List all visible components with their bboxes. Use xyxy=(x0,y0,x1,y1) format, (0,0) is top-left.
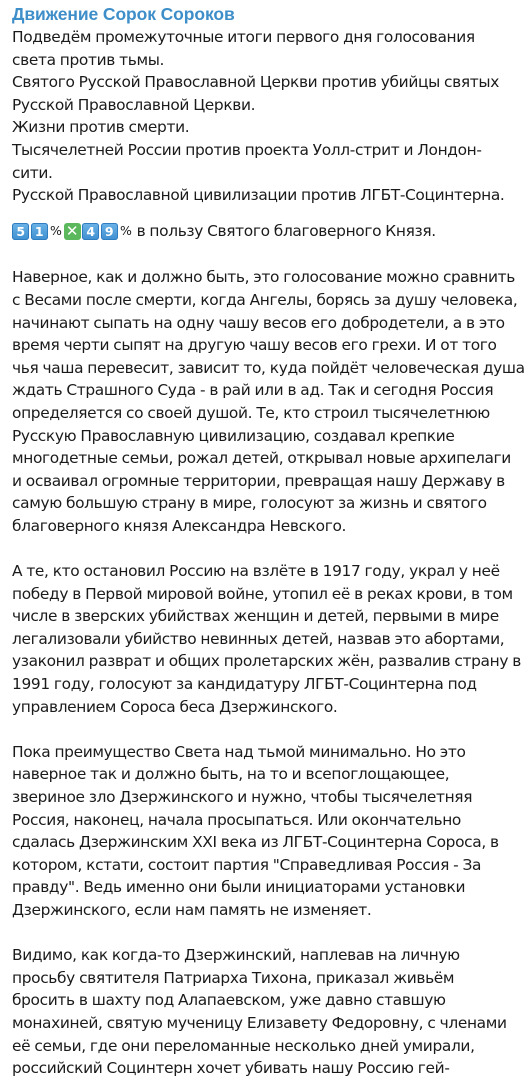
text-line: бросить в шахту под Алапаевском, уже давно ставшую xyxy=(12,991,446,1010)
text-line: Россия, наконец, начала просыпаться. Или окончательно xyxy=(12,810,461,829)
text-line: Пока преимущество Света над тьмой минимально. Но это xyxy=(12,742,466,761)
text-line: просьбу святителя Патриарха Тихона, приказал живьём xyxy=(12,968,455,987)
digit-nine-icon: 9 xyxy=(101,223,118,240)
text-line: победу в Первой мировой войне, утопил её в реках крови, в том xyxy=(12,584,513,603)
text-line: числе в зверских убийствах женщин и детей, первыми в мире xyxy=(12,607,499,626)
text-line: управлением Сороса беса Дзержинского. xyxy=(12,697,338,716)
text-line: Подведём промежуточные итоги первого дня голосования xyxy=(12,28,475,46)
text-line: узаконил разврат и общих пролетарских жён, развалив страну в xyxy=(12,652,521,671)
text-line: и осваивал огромные территории, превращая нашу Державу в xyxy=(12,471,505,490)
paragraph-alapaevsk xyxy=(12,944,521,1080)
text-line: света против тьмы. xyxy=(12,50,165,69)
text-line: Жизни против смерти. xyxy=(12,118,190,137)
paragraph-spacer xyxy=(12,922,521,945)
text-line: Русскую Православную цивилизацию, создавал крепкие xyxy=(12,426,455,445)
channel-name-link[interactable]: Движение Сорок Сороков xyxy=(12,4,235,24)
vote-result-text: в пользу Святого благоверного Князя. xyxy=(136,222,436,241)
text-line: Святого Русской Православной Церкви против убийцы святых xyxy=(12,73,499,92)
text-line: легализовали убийство невинных детей, назвав это абортами, xyxy=(12,629,505,648)
text-line: ждать Страшного Суда - в рай или в ад. Так и сегодня Россия xyxy=(12,381,494,400)
paragraph-scales xyxy=(12,266,525,537)
text-line: самую большую страну в мире, голосуют за жизнь и святого xyxy=(12,494,487,513)
percent-sign: % xyxy=(120,223,132,239)
paragraph-spacer xyxy=(12,537,521,560)
text-line: монахиней, святую мученицу Елизавету Федоровну, с членами xyxy=(12,1013,507,1032)
intro-paragraph xyxy=(12,26,521,207)
text-line: Русской Православной Церкви. xyxy=(12,95,256,114)
digit-one-icon: 1 xyxy=(31,223,48,240)
text-line: Русской Православной цивилизации против ЛГБТ-Социнтерна. xyxy=(12,186,505,205)
paragraph-1917 xyxy=(12,560,521,718)
text-line: Наверное, как и должно быть, это голосование можно сравнить xyxy=(12,268,515,287)
text-line: правду". Ведь именно они были инициаторами установки xyxy=(12,878,466,897)
digit-four-icon: 4 xyxy=(82,223,99,240)
cross-mark-icon: ✕ xyxy=(64,223,81,240)
percent-sign: % xyxy=(50,223,62,239)
text-line: многодетные семьи, рожал детей, открывал новые архипелаги xyxy=(12,449,511,468)
text-line: сдалась Дзержинским XXI века из ЛГБТ-Социнтерна Сороса, в xyxy=(12,833,499,852)
digit-five-icon: 5 xyxy=(12,223,29,240)
text-line: 1991 году, голосуют за кандидатуру ЛГБТ-Социнтерна под xyxy=(12,675,477,694)
post-body xyxy=(12,26,525,1080)
text-line: сити. xyxy=(12,163,53,182)
paragraph-spacer xyxy=(12,244,521,267)
vote-result-row xyxy=(12,220,521,244)
text-line: время черти сыпят на другую чашу весов его грехи. И от того xyxy=(12,336,497,355)
text-line: с Весами после смерти, когда Ангелы, борясь за душу человека, xyxy=(12,290,518,309)
paragraph-spacer xyxy=(12,718,521,741)
text-line: её семьи, где они переломанные несколько дней умирали, xyxy=(12,1036,475,1055)
text-line: чья чаша перевесит, зависит то, куда пойдёт человеческая душа xyxy=(12,358,525,377)
text-line: Дзержинского, если нам память не изменяет. xyxy=(12,900,372,919)
text-line: Тысячелетней России против проекта Уолл-стрит и Лондон- xyxy=(12,140,482,159)
text-line: котором, кстати, состоит партия "Справедливая Россия - За xyxy=(12,855,482,874)
text-line: наверное так и должно быть, на то и всепоглощающее, xyxy=(12,765,450,784)
text-line: благоверного князя Александра Невского. xyxy=(12,516,347,535)
text-line: звериное зло Дзержинского и нужно, чтобы тысячелетняя xyxy=(12,788,473,806)
text-line: российский Социнтерн хочет убивать нашу Россию гей- xyxy=(12,1059,450,1078)
paragraph-advantage xyxy=(12,741,521,922)
text-line: определяется со своей душой. Те, кто строил тысячелетнюю xyxy=(12,403,490,422)
text-line: Видимо, как когда-то Дзержинский, наплевав на личную xyxy=(12,946,460,965)
text-line: начинают сыпать на одну чашу весов его добродетели, а в это xyxy=(12,313,505,332)
text-line: А те, кто остановил Россию на взлёте в 1917 году, украл у неё xyxy=(12,562,500,581)
